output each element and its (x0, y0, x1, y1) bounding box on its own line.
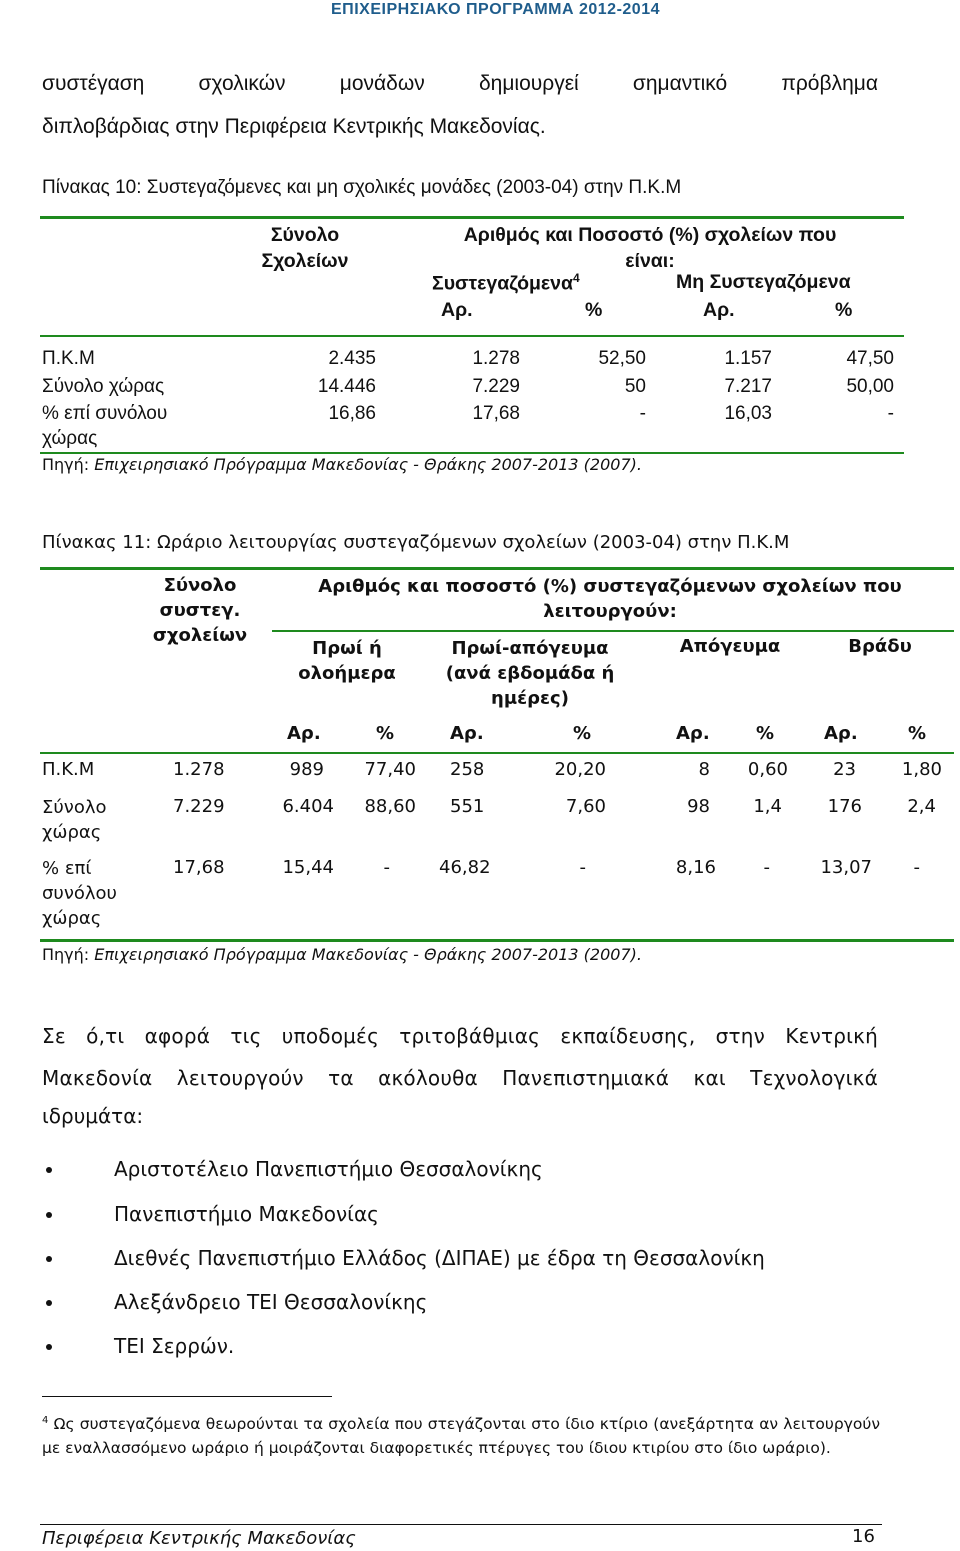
cell: 47,50 (846, 348, 894, 369)
table11-header-total: Σύνολο συστεγ. σχολείων (152, 575, 248, 646)
footnote (42, 1409, 880, 1460)
table11-subheader-rule (272, 630, 954, 632)
cell: - (763, 857, 770, 878)
cell: 1,80 (901, 759, 942, 780)
cell: - (579, 857, 586, 878)
list-item: ΤΕΙ Σερρών. (78, 1334, 234, 1358)
cell: 2,4 (907, 796, 936, 817)
footer-rule (40, 1524, 882, 1525)
cell: 88,60 (364, 796, 416, 817)
cell: 7,60 (565, 796, 606, 817)
cell: - (639, 403, 646, 424)
cell: 14.446 (317, 376, 376, 397)
table11-header-num: Αρ. (824, 723, 858, 744)
table11-header-morning: Πρωί ή ολοήμερα (298, 638, 396, 684)
table11-header-group: Αριθμός και ποσοστό (%) συστεγαζόμενων σχολείων που λειτουργούν: (318, 576, 902, 622)
cell: - (383, 857, 390, 878)
cell: 7.229 (173, 796, 225, 817)
cell: 1.157 (724, 348, 772, 369)
cell: - (913, 857, 920, 878)
cell: 23 (833, 759, 856, 780)
cell: 52,50 (598, 348, 646, 369)
table10-header-num: Αρ. (703, 299, 735, 321)
bullet-icon (46, 1256, 52, 1262)
row-label: Σύνολο χώρας (42, 797, 107, 843)
cell: 77,40 (364, 759, 416, 780)
cell: 176 (827, 796, 862, 817)
cell: 17,68 (472, 403, 520, 424)
cell: 258 (450, 759, 485, 780)
intro-word: συστέγαση (42, 72, 145, 95)
bullet-icon (46, 1300, 52, 1306)
cell: 1,4 (753, 796, 782, 817)
body-paragraph-end: ιδρυμάτα: (42, 1104, 144, 1128)
table11-header-pct: % (376, 723, 395, 744)
row-label: Σύνολο χώρας (42, 376, 165, 397)
cell: 17,68 (173, 857, 225, 878)
table10-header-num: Αρ. (441, 299, 473, 321)
cell: 1.278 (173, 759, 225, 780)
intro-line-1 (42, 72, 878, 96)
table11-top-rule (40, 567, 954, 570)
intro-word: δημιουργεί (478, 72, 579, 95)
cell: 15,44 (282, 857, 334, 878)
cell: 989 (289, 759, 324, 780)
bullet-icon (46, 1344, 52, 1350)
cell: 16,86 (328, 403, 376, 424)
footnote-text: Ως συστεγαζόμενα θεωρούνται τα σχολεία που στεγάζονται στο ίδιο κτίριο (ανεξάρτητα αν λειτουργούν με εναλλασσόμενο ωράριο ή μοιράζονται διαφορετικές πτέρυγες του ίδιου κτιρίου στο ίδιο ωράριο). (42, 1415, 880, 1458)
cell: 2.435 (328, 348, 376, 369)
table11-header-pct: % (573, 723, 592, 744)
cell: 50 (624, 376, 646, 397)
cell: 1.278 (472, 348, 520, 369)
list-item: Αριστοτέλειο Πανεπιστήμιο Θεσσαλονίκης (78, 1157, 543, 1181)
cell: 98 (687, 796, 710, 817)
table10-caption: Πίνακας 10: Συστεγαζόμενες και μη σχολικές μονάδες (2003-04) στην Π.Κ.Μ (42, 177, 682, 198)
intro-line-2: διπλοβάρδιας στην Περιφέρεια Κεντρικής Μακεδονίας. (42, 115, 546, 138)
intro-word: σημαντικό (632, 72, 728, 95)
cell: 6.404 (282, 796, 334, 817)
cell: 16,03 (724, 403, 772, 424)
footnote-separator (42, 1396, 332, 1397)
cell: 0,60 (747, 759, 788, 780)
row-label: % επί συνόλου (42, 403, 168, 424)
table10-bottom-rule (40, 452, 904, 454)
row-label: Π.Κ.Μ (42, 348, 95, 369)
footnote-mark: 4 (42, 1415, 49, 1426)
table11-caption: Πίνακας 11: Ωράριο λειτουργίας συστεγαζόμενων σχολείων (2003-04) στην Π.Κ.Μ (42, 532, 790, 553)
row-label-cont: χώρας (42, 428, 98, 449)
table11-header-num: Αρ. (676, 723, 710, 744)
page-number: 16 (852, 1526, 875, 1547)
bullet-icon (46, 1167, 52, 1173)
intro-word: μονάδων (339, 72, 425, 95)
table10-header-pct: % (585, 299, 603, 321)
table11-header-pct: % (908, 723, 927, 744)
cell: 50,00 (846, 376, 894, 397)
table11-bottom-rule (40, 939, 954, 942)
row-label: Π.Κ.Μ (42, 759, 95, 780)
table10-header-total: Σύνολο Σχολείων (261, 224, 349, 272)
table11-header-num: Αρ. (287, 723, 321, 744)
cell: - (887, 403, 894, 424)
table10-header-pct: % (835, 299, 853, 321)
table11-header-afternoon: Απόγευμα (679, 636, 781, 657)
table11-header-pct: % (756, 723, 775, 744)
body-paragraph: Σε ό,τι αφορά τις υποδομές τριτοβάθμιας εκπαίδευσης, στην Κεντρική Μακεδονία λειτουργούν τα ακόλουθα Πανεπιστημιακά και Τεχνολογικά (42, 1024, 878, 1090)
intro-word: σχολικών (198, 72, 286, 95)
list-item: Αλεξάνδρειο ΤΕΙ Θεσσαλονίκης (78, 1290, 427, 1314)
cell: 20,20 (554, 759, 606, 780)
bullet-icon (46, 1212, 52, 1218)
cell: 7.217 (724, 376, 772, 397)
table10-header-shared: Συστεγαζόμενα$^4$ (432, 271, 580, 295)
cell: 551 (450, 796, 485, 817)
cell: 13,07 (820, 857, 872, 878)
list-item: Πανεπιστήμιο Μακεδονίας (78, 1202, 379, 1226)
cell: 7.229 (472, 376, 520, 397)
footer-region: Περιφέρεια Κεντρικής Μακεδονίας (42, 1528, 356, 1549)
cell: 8 (698, 759, 710, 780)
table11-header-evening: Βράδυ (848, 636, 912, 657)
table10-top-rule (40, 216, 904, 219)
list-item: Διεθνές Πανεπιστήμιο Ελλάδος (ΔΙΠΑΕ) με έδρα τη Θεσσαλονίκη (78, 1246, 765, 1270)
table10-header-group: Αριθμός και Ποσοστό (%) σχολείων που είναι: (463, 224, 837, 272)
table11-header-num: Αρ. (450, 723, 484, 744)
table11-header-rule (40, 752, 954, 754)
cell: 46,82 (439, 857, 491, 878)
document-header: ΕΠΙΧΕΙΡΗΣΙΑΚΟ ΠΡΟΓΡΑΜΜΑ 2012-2014 (331, 1, 660, 18)
cell: 8,16 (675, 857, 716, 878)
table11-header-morning-afternoon: Πρωί-απόγευμα (ανά εβδομάδα ή ημέρες) (445, 638, 615, 709)
table11-source: Πηγή: Επιχειρησιακό Πρόγραμμα Μακεδονίας - Θράκης 2007-2013 (2007). (42, 945, 642, 964)
row-label: % επί συνόλου χώρας (42, 858, 117, 929)
intro-word: πρόβλημα (781, 72, 878, 95)
table10-source: Πηγή: Επιχειρησιακό Πρόγραμμα Μακεδονίας - Θράκης 2007-2013 (2007). (42, 455, 642, 474)
table10-header-rule (40, 335, 904, 337)
table10-header-nonshared: Μη Συστεγαζόμενα (676, 271, 851, 293)
